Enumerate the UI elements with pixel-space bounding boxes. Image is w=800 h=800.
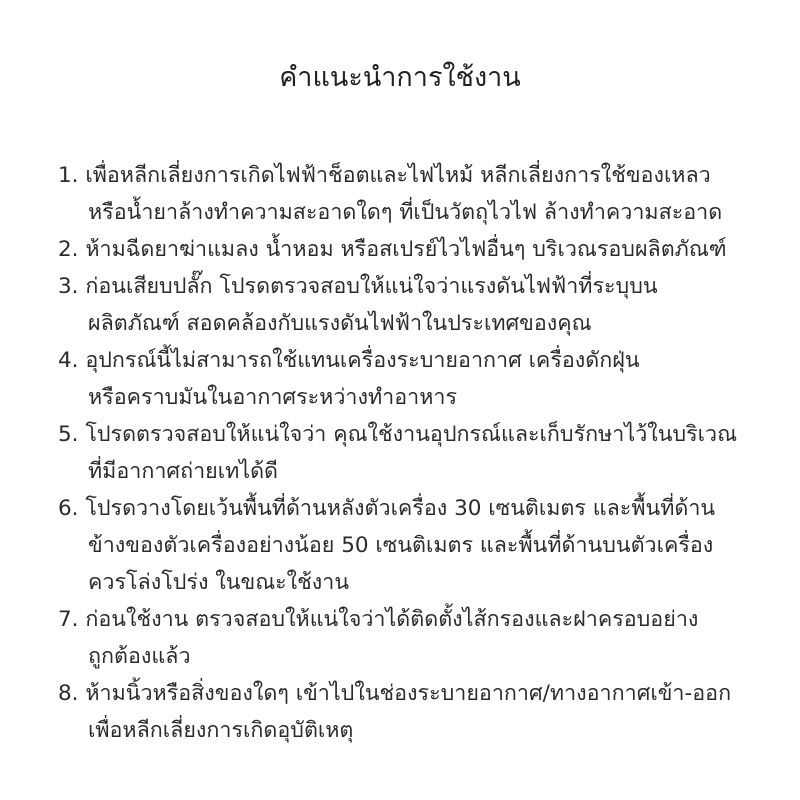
instruction-item bbox=[58, 342, 758, 416]
instruction-text: 2. ห้ามฉีดยาฆ่าแมลง น้ำหอม หรือสเปรย์ไวไฟอื่นๆ บริเวณรอบผลิตภัณฑ์ bbox=[58, 237, 727, 262]
instruction-text: 1. เพื่อหลีกเลี่ยงการเกิดไฟฟ้าช็อตและไฟไหม้ หลีกเลี่ยงการใช้ของเหลว bbox=[58, 163, 711, 188]
instruction-text: 7. ก่อนใช้งาน ตรวจสอบให้แน่ใจว่าได้ติดตั้งไส้กรองและฝาครอบอย่าง bbox=[58, 607, 699, 632]
instruction-item bbox=[58, 268, 758, 342]
instruction-item bbox=[58, 490, 758, 601]
instruction-text: 5. โปรดตรวจสอบให้แน่ใจว่า คุณใช้งานอุปกรณ์และเก็บรักษาไว้ในบริเวณ bbox=[58, 422, 738, 447]
instruction-text-continued: ข้างของตัวเครื่องอย่างน้อย 50 เซนติเมตร และพื้นที่ด้านบนตัวเครื่อง bbox=[88, 533, 714, 558]
page-title: คำแนะนำการใช้งาน bbox=[279, 62, 521, 93]
instruction-text-continued: ที่มีอากาศถ่ายเทได้ดี bbox=[88, 459, 279, 484]
instruction-text-continued: ผลิตภัณฑ์ สอดคล้องกับแรงดันไฟฟ้าในประเทศของคุณ bbox=[88, 311, 592, 336]
instruction-text-continued: หรือน้ำยาล้างทำความสะอาดใดๆ ที่เป็นวัตถุไวไฟ ล้างทำความสะอาด bbox=[88, 200, 723, 225]
instruction-text: 4. อุปกรณ์นี้ไม่สามารถใช้แทนเครื่องระบายอากาศ เครื่องดักฝุ่น bbox=[58, 348, 640, 373]
instruction-text-continued: ควรโล่งโปร่ง ในขณะใช้งาน bbox=[88, 570, 350, 595]
instruction-text: 3. ก่อนเสียบปลั๊ก โปรดตรวจสอบให้แน่ใจว่าแรงดันไฟฟ้าที่ระบุบน bbox=[58, 274, 658, 299]
instruction-text: 8. ห้ามนิ้วหรือสิ่งของใดๆ เข้าไปในช่องระบายอากาศ/ทางอากาศเข้า-ออก bbox=[58, 681, 732, 706]
instruction-item bbox=[58, 231, 758, 268]
instruction-text: 6. โปรดวางโดยเว้นพื้นที่ด้านหลังตัวเครื่อง 30 เซนติเมตร และพื้นที่ด้าน bbox=[58, 496, 716, 521]
instruction-item bbox=[58, 675, 758, 749]
instruction-text-continued: เพื่อหลีกเลี่ยงการเกิดอุบัติเหตุ bbox=[88, 718, 354, 743]
instruction-list bbox=[58, 157, 758, 749]
instruction-item bbox=[58, 601, 758, 675]
instruction-text-continued: หรือคราบมันในอากาศระหว่างทำอาหาร bbox=[88, 385, 458, 410]
instruction-item bbox=[58, 416, 758, 490]
instruction-item bbox=[58, 157, 758, 231]
instruction-text-continued: ถูกต้องแล้ว bbox=[88, 644, 191, 669]
